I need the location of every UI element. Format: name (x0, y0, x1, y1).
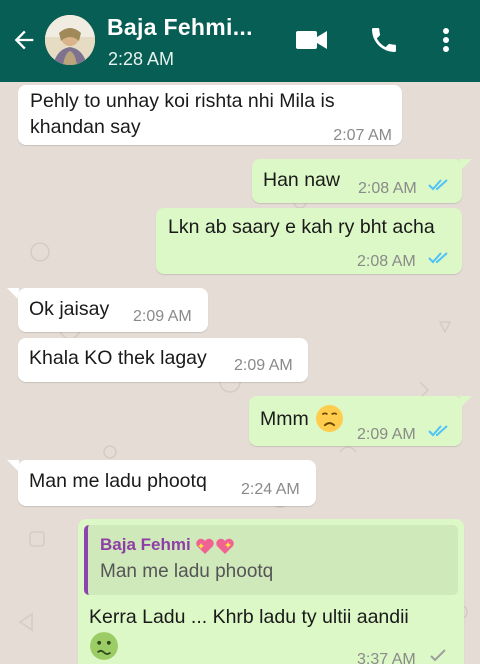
quoted-message[interactable] (84, 525, 458, 595)
quoted-text: Man me ladu phootq (100, 561, 274, 582)
incoming-message[interactable] (18, 288, 208, 332)
quoted-author-name: Baja Fehmi (100, 535, 191, 554)
message-text: Man me ladu phootq (29, 470, 207, 492)
last-seen-status: 2:28 AM (108, 49, 175, 69)
message-text: Ok jaisay (29, 298, 110, 320)
message-timestamp: 2:08 AM (358, 180, 417, 197)
contact-avatar[interactable] (45, 15, 95, 65)
outgoing-message[interactable] (252, 159, 462, 203)
message-timestamp: 2:09 AM (357, 426, 416, 443)
incoming-message[interactable] (18, 460, 316, 506)
outgoing-message[interactable] (249, 396, 462, 446)
message-timestamp: 3:37 AM (357, 651, 416, 664)
read-receipt-icon (428, 424, 452, 438)
chat-message-list[interactable] (0, 82, 480, 664)
contact-name[interactable]: Baja Fehmi... (107, 14, 253, 40)
outgoing-message[interactable] (156, 208, 462, 274)
incoming-message[interactable] (18, 338, 308, 382)
nauseated-face-emoji (89, 631, 119, 661)
quoted-author (100, 532, 235, 557)
message-text: Mmm (260, 408, 309, 430)
bubble-tail (460, 159, 472, 173)
message-timestamp: 2:24 AM (241, 481, 300, 498)
message-text: Khala KO thek lagay (29, 347, 207, 369)
chat-header (0, 0, 480, 82)
message-timestamp: 2:09 AM (133, 308, 192, 325)
bubble-tail (460, 396, 472, 410)
video-call-icon[interactable] (294, 24, 330, 56)
message-text: Lkn ab saary e kah ry bht acha (168, 216, 435, 238)
message-text-line: Pehly to unhay koi rishta nhi Mila is (30, 90, 335, 112)
read-receipt-icon (428, 251, 452, 265)
message-timestamp: 2:09 AM (234, 357, 293, 374)
more-options-icon[interactable] (434, 24, 458, 56)
disappointed-face-emoji (315, 404, 344, 433)
voice-call-icon[interactable] (368, 24, 400, 56)
sparkling-heart-icon (215, 537, 235, 555)
incoming-message[interactable] (18, 85, 402, 145)
read-receipt-icon (428, 178, 452, 192)
outgoing-reply-message[interactable] (78, 519, 464, 664)
delivered-receipt-icon (428, 649, 452, 663)
message-text: Kerra Ladu ... Khrb ladu ty ultii aandii (89, 606, 409, 628)
message-text-line: khandan say (30, 116, 141, 138)
message-timestamp: 2:07 AM (333, 127, 392, 144)
message-text: Han naw (263, 169, 340, 191)
message-timestamp: 2:08 AM (357, 253, 416, 270)
sparkling-heart-icon (195, 537, 215, 555)
back-arrow-icon[interactable] (10, 26, 38, 54)
